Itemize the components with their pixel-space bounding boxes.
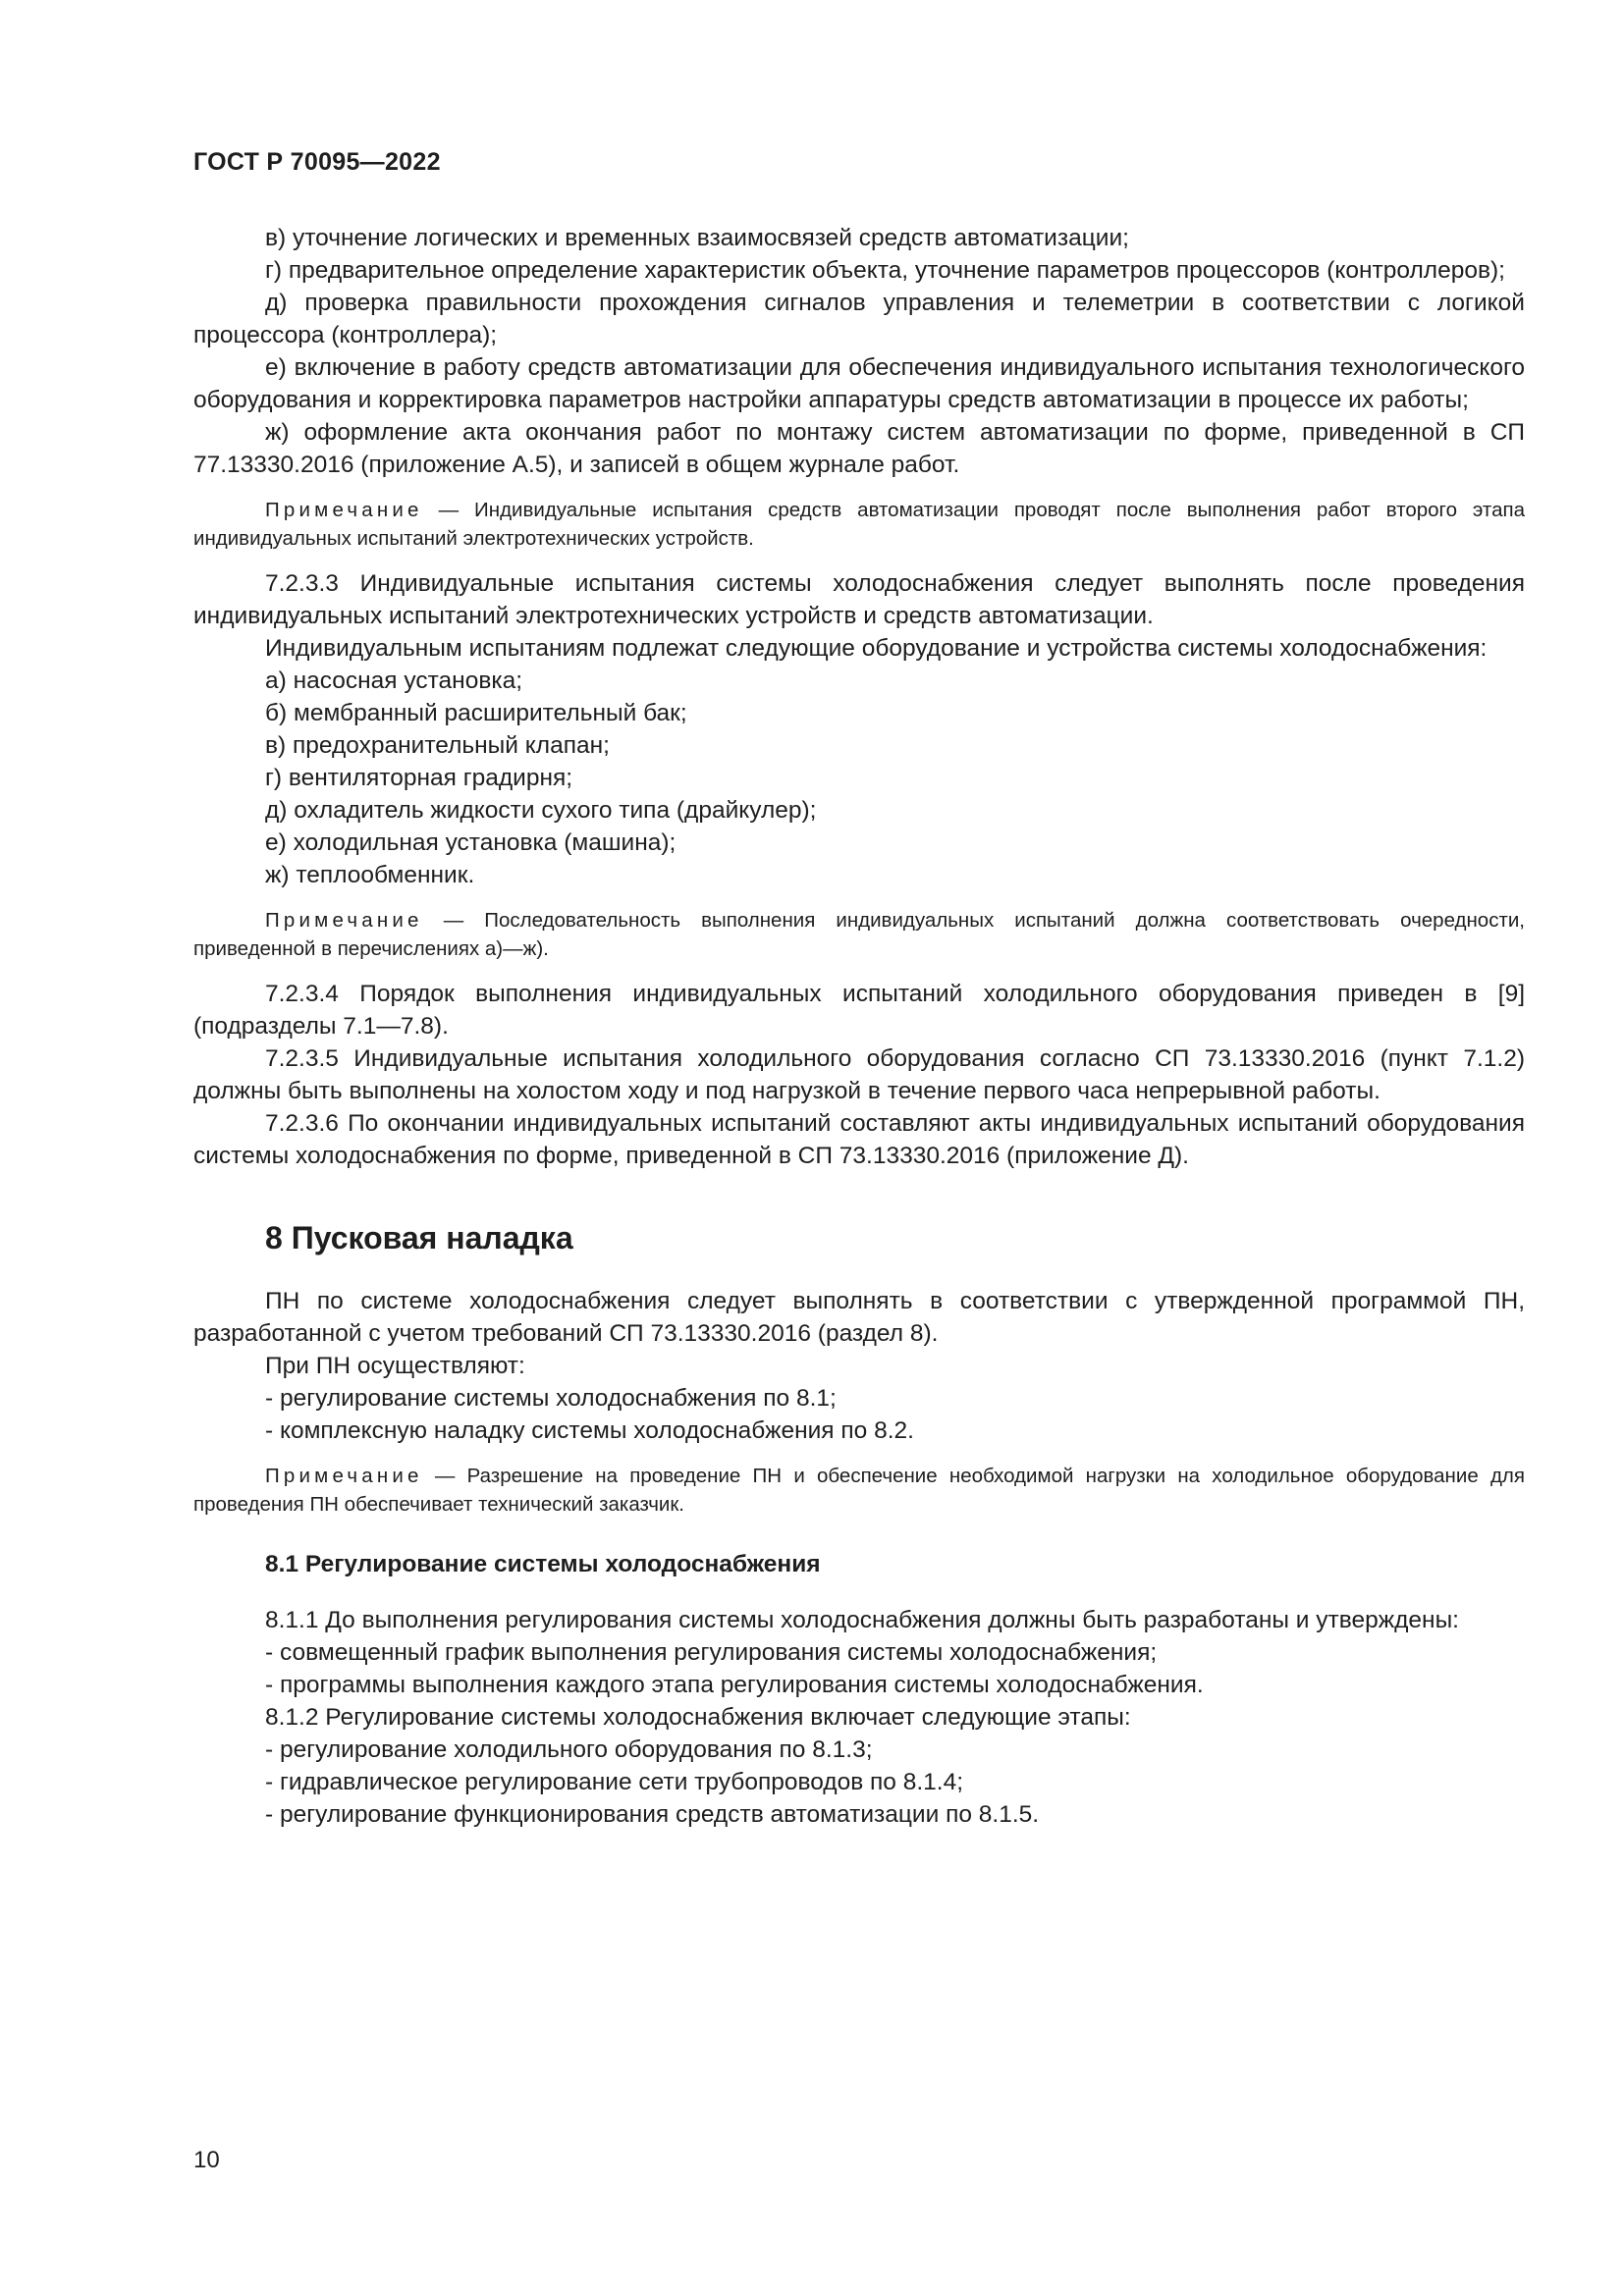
subsection-heading: 8.1 Регулирование системы холодоснабжения [265,1551,821,1577]
list-item: е) включение в работу средств автоматизации для обеспечения индивидуального испытания технологического оборудования и корректировка параметров настройки аппаратуры средств автоматизации в процессе их работы; [193,354,1525,413]
note-label: Примечание [265,1465,423,1487]
note-label: Примечание [265,499,423,521]
note [193,1462,1525,1519]
list-item: г) вентиляторная градирня; [265,765,573,791]
page-number: 10 [193,2147,220,2173]
list-item: ж) оформление акта окончания работ по монтажу систем автоматизации по форме, приведенной в СП 77.13330.2016 (приложение А.5), и записей в общем журнале работ. [193,419,1525,478]
list-item: в) уточнение логических и временных взаимосвязей средств автоматизации; [265,225,1129,251]
paragraph: При ПН осуществляют: [265,1353,525,1379]
paragraph-8-1-2: 8.1.2 Регулирование системы холодоснабжения включает следующие этапы: [265,1704,1131,1731]
note [193,906,1525,963]
note-label: Примечание [265,909,423,932]
paragraph-7-2-3-5: 7.2.3.5 Индивидуальные испытания холодильного оборудования согласно СП 73.13330.2016 (пункт 7.1.2) должны быть выполнены на холостом ходу и под нагрузкой в течение первого часа непрерывной работы. [193,1045,1525,1104]
paragraph-7-2-3-6: 7.2.3.6 По окончании индивидуальных испытаний составляют акты индивидуальных испытаний оборудования системы холодоснабжения по форме, приведенной в СП 73.13330.2016 (приложение Д). [193,1110,1525,1169]
paragraph: Индивидуальным испытаниям подлежат следующие оборудование и устройства системы холодоснабжения: [265,635,1488,662]
list-item: ж) теплообменник. [265,862,475,888]
document-header: ГОСТ Р 70095—2022 [193,148,441,176]
list-item: - регулирование системы холодоснабжения по 8.1; [265,1385,837,1412]
list-item: а) насосная установка; [265,667,523,694]
list-item: - совмещенный график выполнения регулирования системы холодоснабжения; [265,1639,1158,1666]
note [193,496,1525,553]
list-item: в) предохранительный клапан; [265,732,610,759]
list-item: - регулирование функционирования средств автоматизации по 8.1.5. [265,1801,1040,1828]
list-item: б) мембранный расширительный бак; [265,700,687,726]
list-item: д) охладитель жидкости сухого типа (драйкулер); [265,797,817,824]
list-item: д) проверка правильности прохождения сигналов управления и телеметрии в соответствии с логикой процессора (контроллера); [193,290,1525,348]
list-item: - программы выполнения каждого этапа регулирования системы холодоснабжения. [265,1672,1204,1698]
document-body [193,222,1525,1831]
note-text: — Последовательность выполнения индивидуальных испытаний должна соответствовать очередности, приведенной в перечислениях а)—ж). [193,909,1525,960]
paragraph-8-1-1: 8.1.1 До выполнения регулирования системы холодоснабжения должны быть разработаны и утверждены: [265,1607,1459,1633]
note-text: — Разрешение на проведение ПН и обеспечение необходимой нагрузки на холодильное оборудование для проведения ПН обеспечивает технический заказчик. [193,1465,1525,1516]
list-item: г) предварительное определение характеристик объекта, уточнение параметров процессоров (контроллеров); [265,257,1505,284]
list-item: - регулирование холодильного оборудования по 8.1.3; [265,1736,873,1763]
paragraph: ПН по системе холодоснабжения следует выполнять в соответствии с утвержденной программой ПН, разработанной с учетом требований СП 73.13330.2016 (раздел 8). [193,1288,1525,1347]
paragraph-7-2-3-3: 7.2.3.3 Индивидуальные испытания системы холодоснабжения следует выполнять после проведения индивидуальных испытаний электротехнических устройств и средств автоматизации. [193,570,1525,629]
list-item: - комплексную наладку системы холодоснабжения по 8.2. [265,1417,914,1444]
section-heading: 8 Пусковая наладка [265,1220,573,1255]
paragraph-7-2-3-4: 7.2.3.4 Порядок выполнения индивидуальных испытаний холодильного оборудования приведен в [9] (подразделы 7.1—7.8). [193,981,1525,1040]
list-item: - гидравлическое регулирование сети трубопроводов по 8.1.4; [265,1769,964,1795]
list-item: е) холодильная установка (машина); [265,829,677,856]
note-text: — Индивидуальные испытания средств автоматизации проводят после выполнения работ второго этапа индивидуальных испытаний электротехнических устройств. [193,499,1525,550]
